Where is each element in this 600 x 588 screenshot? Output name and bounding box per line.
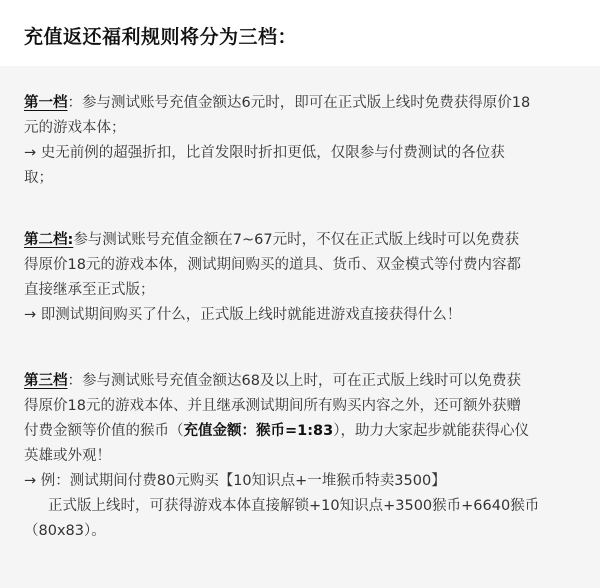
tier-3-paragraph bbox=[24, 369, 592, 544]
tier-3-line-3-end: ），助力大家起步就能获得心仪 bbox=[333, 423, 529, 439]
tier-2-line-3: 直接继承至正式版； bbox=[24, 282, 155, 298]
tier-3-line-3 bbox=[24, 419, 592, 444]
tier-3-line-5: → 例：测试期间付费80元购买【10知识点+一堆猴币特卖3500】 bbox=[24, 473, 446, 489]
tier-3-line-3-start: 付费金额等价值的猴币（ bbox=[24, 423, 184, 439]
tier-2-line-1 bbox=[24, 228, 592, 253]
tier-1-paragraph bbox=[24, 91, 592, 191]
tier-1-line-4: 取； bbox=[24, 170, 53, 186]
tier-3-text: ：参与测试账号充值金额达68及以上时，可在正式版上线时可以免费获 bbox=[67, 373, 521, 389]
tier-1-text: ：参与测试账号充值金额达6元时，即可在正式版上线时免费获得原价18 bbox=[67, 95, 531, 111]
tier-1-label: 第一档 bbox=[24, 95, 68, 111]
tier-3-line-1 bbox=[24, 369, 592, 394]
exchange-rate: 充值金额：猴币=1:83 bbox=[183, 423, 334, 439]
tier-1-line-1 bbox=[24, 91, 592, 116]
tier-3-line-4: 英雄或外观！ bbox=[24, 448, 111, 464]
tier-2-line-2: 得原价18元的游戏本体，测试期间购买的道具、货币、双金模式等付费内容都 bbox=[24, 257, 521, 273]
tier-2-text: 参与测试账号充值金额在7~67元时，不仅在正式版上线时可以免费获 bbox=[73, 232, 520, 248]
tier-3-line-7: （80x83）。 bbox=[24, 523, 106, 539]
tier-3-line-2: 得原价18元的游戏本体、并且继承测试期间所有购买内容之外，还可额外获赠 bbox=[24, 398, 521, 414]
tier-3-line-6: 正式版上线时，可获得游戏本体直接解锁+10知识点+3500猴币+6640猴币 bbox=[48, 498, 540, 514]
tier-2-line-4: → 即测试期间购买了什么，正式版上线时就能进游戏直接获得什么！ bbox=[24, 307, 462, 323]
tier-1-line-2: 元的游戏本体； bbox=[24, 120, 126, 136]
tier-1-line-3: → 史无前例的超强折扣，比首发限时折扣更低，仅限参与付费测试的各位获 bbox=[24, 145, 505, 161]
tier-2-label: 第二档: bbox=[24, 232, 74, 248]
tier-3-label: 第三档 bbox=[24, 373, 68, 389]
tier-2-paragraph bbox=[24, 228, 592, 328]
page-heading: 充值返还福利规则将分为三档： bbox=[24, 26, 298, 48]
